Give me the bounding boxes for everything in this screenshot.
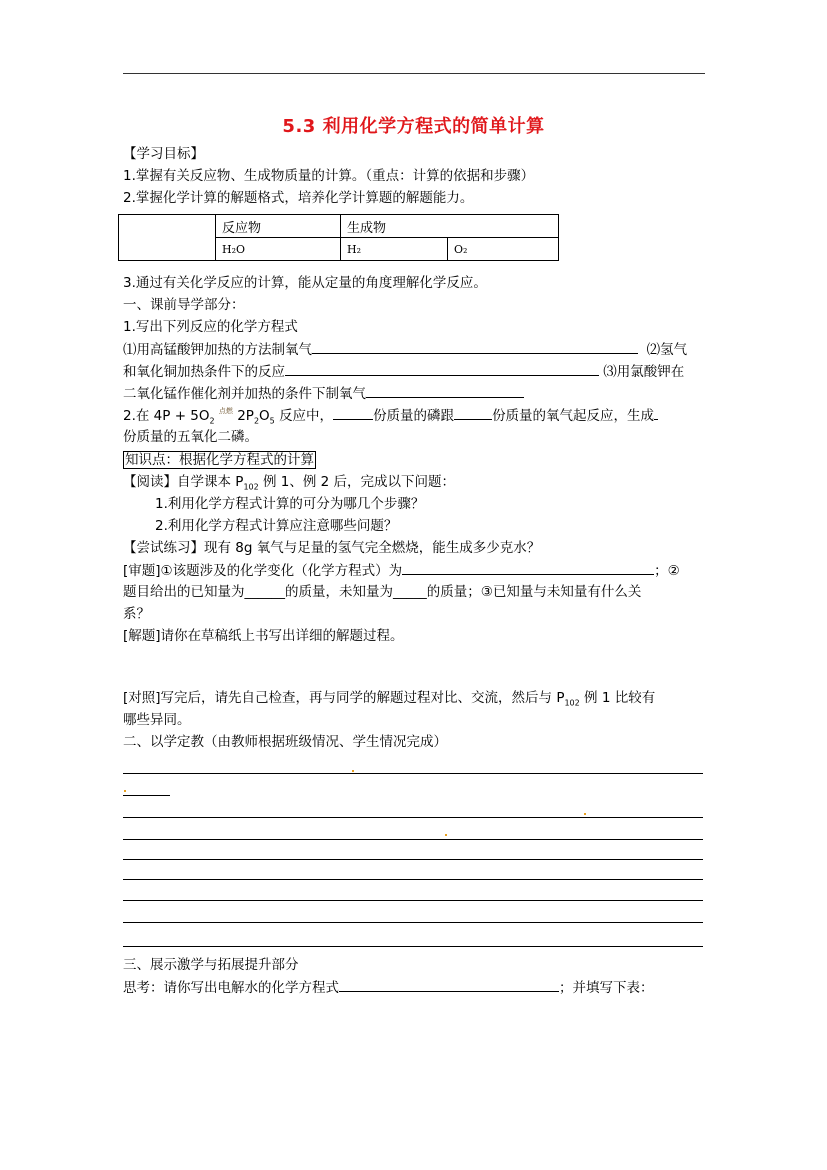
question-2-end: 份质量的五氧化二磷。 — [123, 429, 258, 445]
table-cell-product-1: H₂ — [341, 238, 448, 261]
equation-subscript: 2 — [253, 416, 260, 426]
answer-blank-1a[interactable] — [312, 339, 638, 354]
think-question — [123, 977, 654, 998]
compare-line-1 — [123, 688, 655, 714]
equation-left: 2.在 4P + 5O — [123, 408, 210, 424]
read-text: 例 1、例 2 后，完成以下问题： — [258, 474, 456, 490]
question-1c-prefix: ⑶用氯酸钾在 — [603, 364, 685, 380]
table-blank-cell — [119, 215, 216, 261]
goal-3: 3.通过有关化学反应的计算，能从定量的角度理解化学反应。 — [123, 275, 487, 291]
review-text: ；② — [654, 563, 680, 579]
section3-heading: 三、展示激学与拓展提升部分 — [123, 957, 299, 973]
section1-heading: 一、课前导学部分： — [123, 297, 245, 313]
think-text: 思考：请你写出电解水的化学方程式 — [123, 980, 339, 996]
answer-blank-1b[interactable] — [285, 361, 599, 376]
page-title: 5.3 利用化学方程式的简单计算 — [282, 116, 545, 137]
review-text: [审题]①该题涉及的化学变化（化学方程式）为 — [123, 563, 403, 579]
goal-1: 1.掌握有关反应物、生成物质量的计算。（重点：计算的依据和步骤） — [123, 168, 535, 184]
question-1b-prefix: ⑵氢气 — [646, 342, 688, 358]
table-header-product: 生成物 — [341, 215, 559, 238]
read-question-1: 1.利用化学方程式计算的可分为哪几个步骤？ — [155, 496, 425, 512]
page-subscript: 102 — [564, 698, 580, 708]
solve-instruction: [解题]请你在草稿纸上书写出详细的解题过程。 — [123, 628, 404, 644]
writing-line[interactable] — [123, 859, 703, 860]
compare-text: 例 1 比较有 — [579, 690, 656, 706]
knowledge-point — [123, 450, 316, 470]
review-line-1 — [123, 560, 680, 581]
ink-speck — [124, 790, 126, 792]
equation-subscript: 2 — [209, 416, 215, 426]
answer-blank-electrolysis[interactable] — [339, 977, 559, 992]
goals-heading: 【学习目标】 — [123, 146, 204, 162]
table-cell-product-2: O₂ — [448, 238, 559, 261]
equation-subscript: 5 — [269, 416, 275, 426]
question-1a-text: ⑴用高锰酸钾加热的方法制氧气 — [123, 342, 312, 358]
answer-blank-equation[interactable] — [402, 560, 654, 575]
think-text: ；并填写下表： — [559, 980, 654, 996]
writing-line[interactable] — [123, 773, 703, 774]
writing-line-short[interactable] — [123, 795, 170, 796]
table-header-reactant: 反应物 — [216, 215, 341, 238]
section2-heading: 二、以学定教（由教师根据班级情况、学生情况完成） — [123, 734, 447, 750]
ink-speck — [584, 813, 586, 815]
page-subscript: 102 — [243, 482, 259, 492]
goal-2: 2.掌握化学计算的解题格式，培养化学计算题的解题能力。 — [123, 190, 474, 206]
reaction-condition: 点燃 — [218, 407, 233, 415]
writing-line[interactable] — [123, 839, 703, 840]
question-1b — [123, 361, 684, 382]
ink-speck — [445, 834, 447, 836]
question-2-text: 份质量的氧气起反应，生成 — [492, 408, 655, 424]
compare-text: [对照]写完后，请先自己检查，再与同学的解题过程对比、交流，然后与 P — [123, 690, 565, 706]
reaction-table — [118, 214, 559, 261]
writing-line[interactable] — [123, 922, 703, 923]
review-line-2: 题目给出的已知量为______的质量，未知量为_____的质量；③已知量与未知量有什么关 — [123, 584, 642, 600]
writing-line[interactable] — [123, 900, 703, 901]
review-line-3: 系？ — [123, 606, 150, 622]
header-rule — [123, 73, 705, 74]
equation-product: 2P — [237, 408, 254, 424]
knowledge-point-box: 知识点：根据化学方程式的计算 — [125, 452, 314, 468]
table-cell-reactant: H₂O — [216, 238, 341, 261]
read-question-2: 2.利用化学方程式计算应注意哪些问题？ — [155, 518, 398, 534]
question-1b-text: 和氧化铜加热条件下的反应 — [123, 364, 285, 380]
question-1c-text: 二氧化锰作催化剂并加热的条件下制氧气 — [123, 386, 366, 402]
writing-line[interactable] — [123, 879, 703, 880]
answer-blank-2c[interactable] — [654, 405, 658, 420]
compare-line-2: 哪些异同。 — [123, 712, 191, 728]
practice-question: 【尝试练习】现有 8g 氧气与足量的氢气完全燃烧，能生成多少克水？ — [123, 540, 541, 556]
ink-speck — [352, 770, 354, 772]
question-2-text: 份质量的磷跟 — [373, 408, 455, 424]
answer-blank-1c[interactable] — [366, 383, 524, 398]
writing-line[interactable] — [123, 817, 703, 818]
answer-blank-2b[interactable] — [454, 405, 492, 420]
question-1c — [123, 383, 524, 404]
question-1a — [123, 339, 687, 360]
equation-product-o: O — [259, 408, 270, 424]
writing-line[interactable] — [123, 946, 703, 947]
answer-blank-2a[interactable] — [333, 405, 373, 420]
question-1: 1.写出下列反应的化学方程式 — [123, 319, 298, 335]
question-2-text: 反应中， — [279, 408, 334, 424]
read-text: 【阅读】自学课本 P — [123, 474, 244, 490]
